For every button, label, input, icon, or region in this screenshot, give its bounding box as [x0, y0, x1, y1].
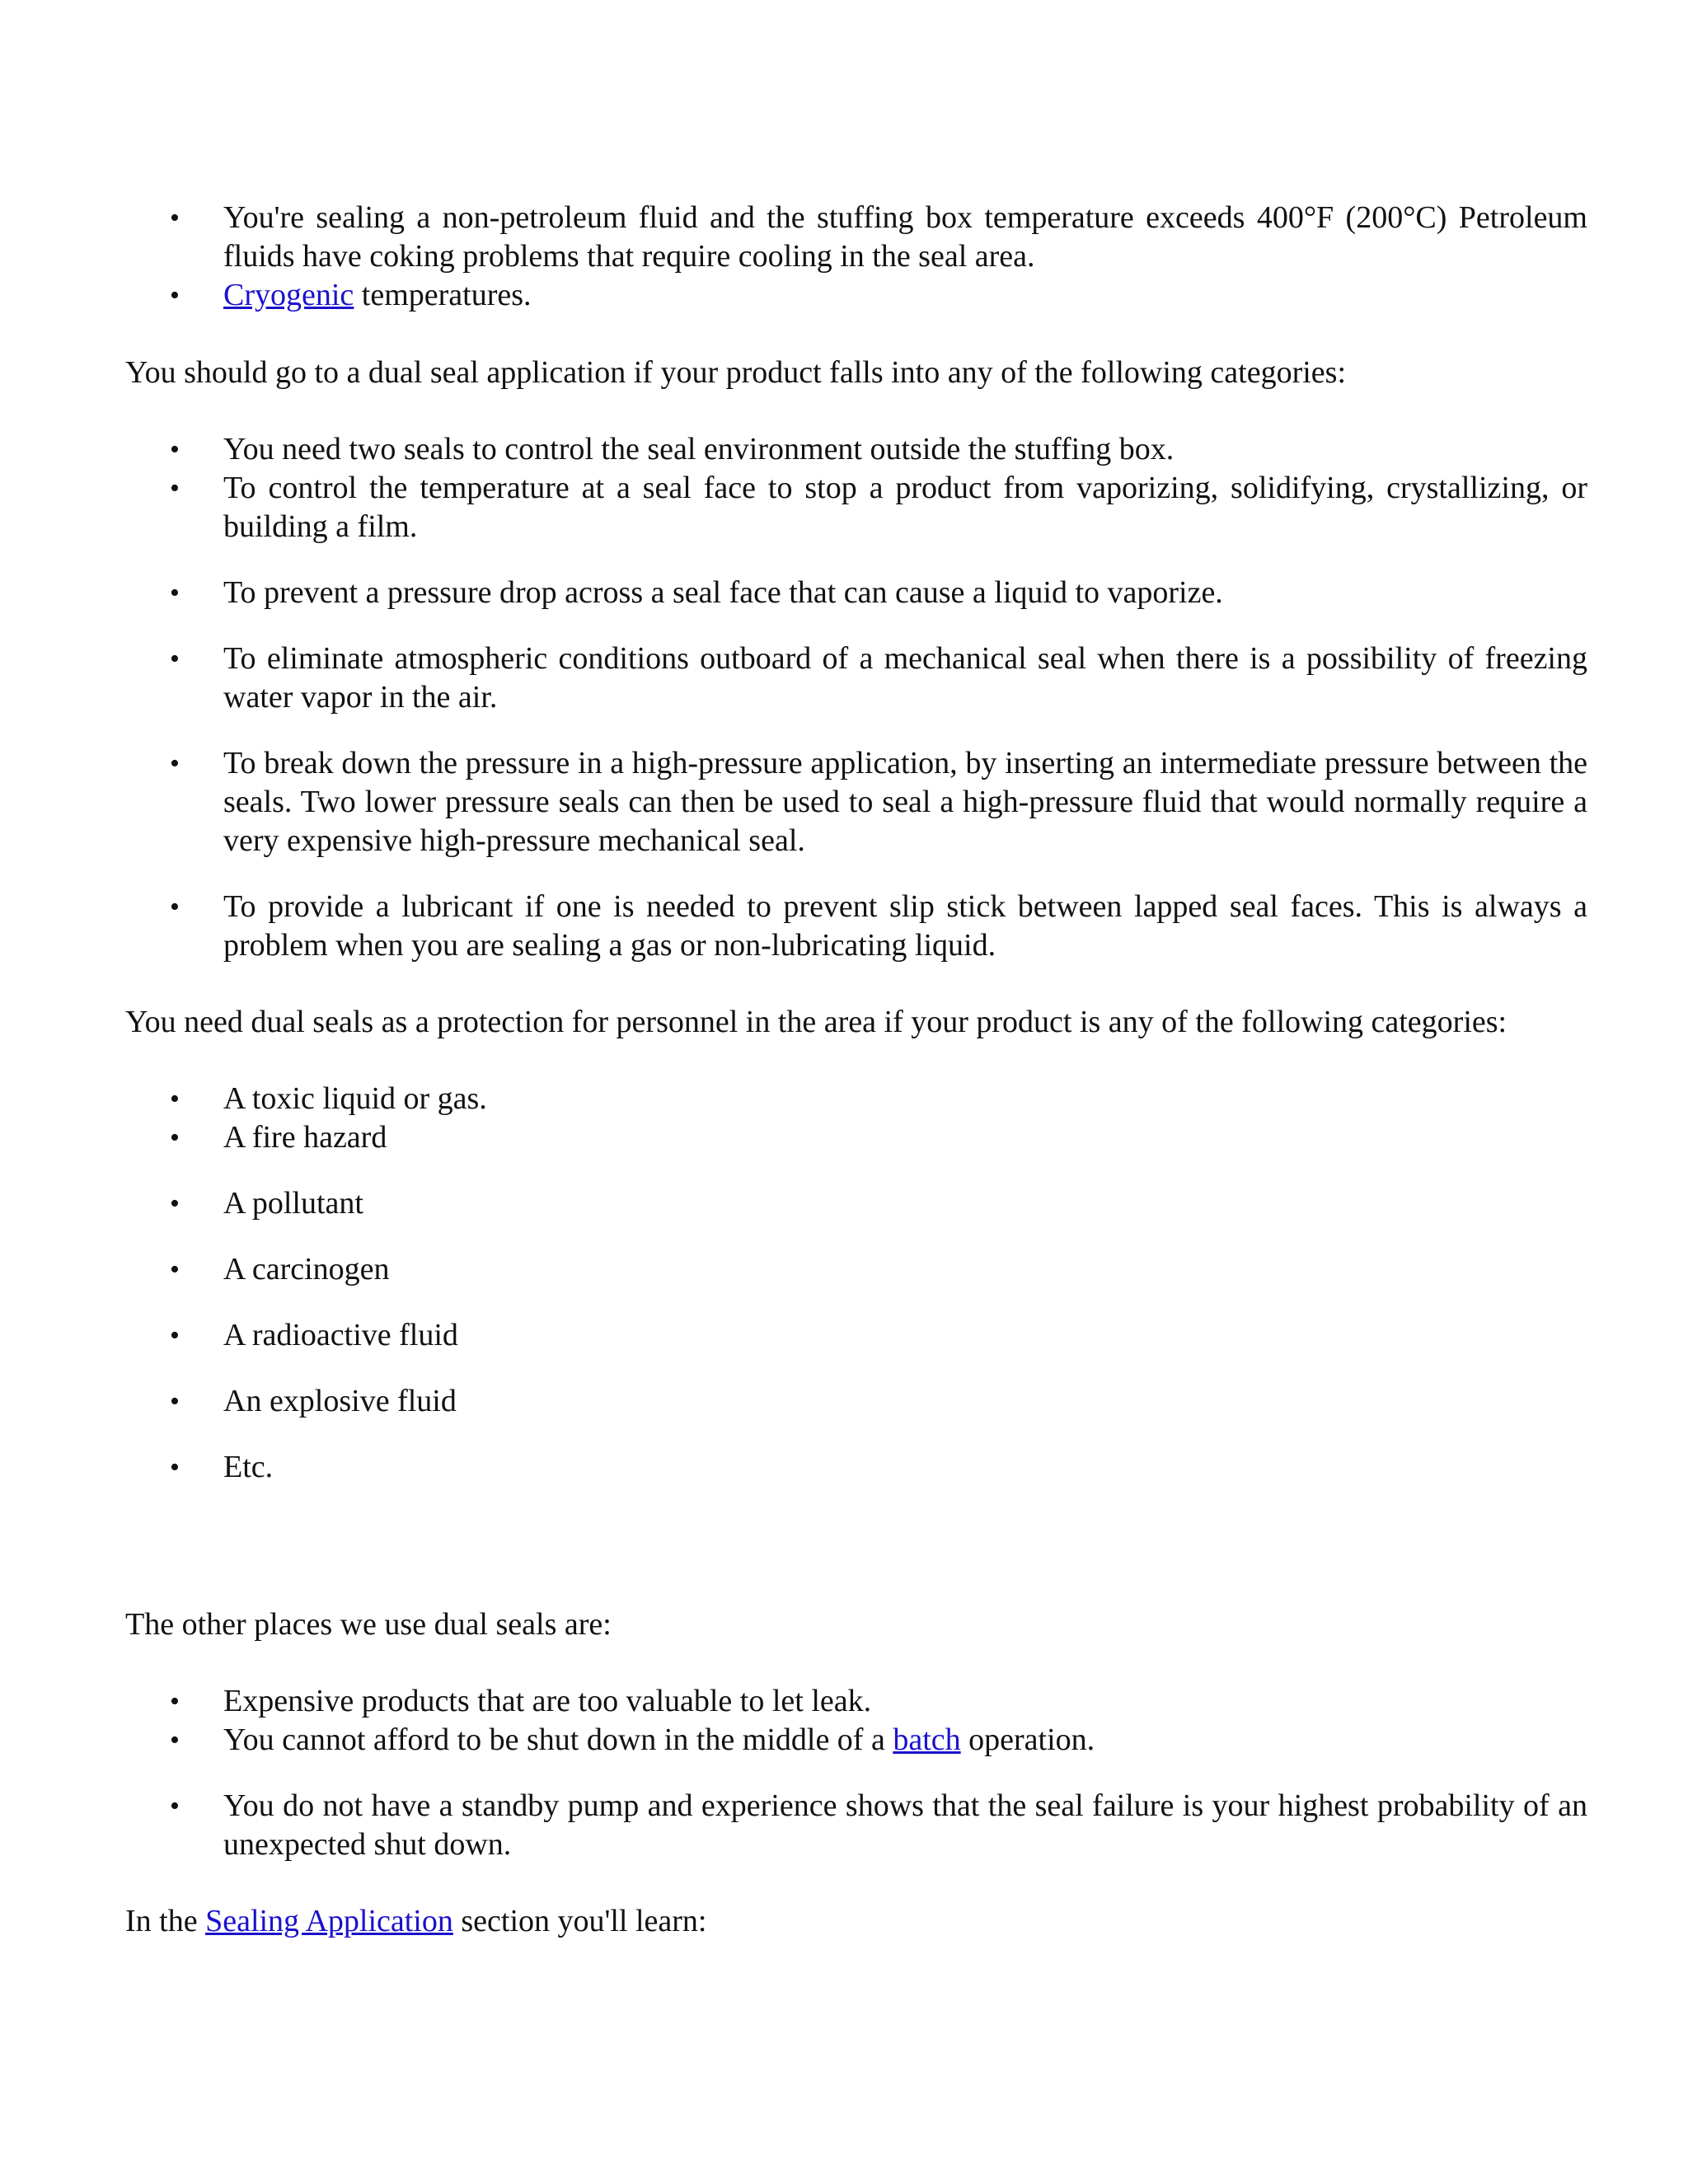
list-item	[125, 199, 1587, 276]
list-item	[125, 888, 1587, 965]
list-item-text: operation.	[960, 1722, 1095, 1757]
list-item-text: A radioactive fluid	[223, 1318, 458, 1352]
list-other-uses	[125, 1682, 1587, 1864]
list-item	[125, 1721, 1587, 1760]
bullet-icon: •	[170, 1188, 180, 1219]
bullet-icon: •	[170, 1725, 180, 1755]
cryogenic-link[interactable]: Cryogenic	[223, 278, 354, 312]
list-item	[125, 1382, 1587, 1421]
list-item-text: Expensive products that are too valuable to let leak.	[223, 1684, 872, 1718]
other-uses-paragraph: The other places we use dual seals are:	[125, 1607, 612, 1642]
bullet-icon: •	[170, 578, 180, 608]
list-item	[125, 1184, 1587, 1223]
list-high-temp-conditions	[125, 199, 1587, 315]
list-item-text: Etc.	[223, 1450, 274, 1484]
list-hazard-categories	[125, 1080, 1587, 1487]
list-item	[125, 1250, 1587, 1289]
bullet-icon: •	[170, 203, 180, 233]
paragraph-text: section you'll learn:	[452, 1904, 707, 1938]
list-item-text: To prevent a pressure drop across a seal face that can cause a liquid to vaporize.	[223, 575, 1223, 610]
list-item-text: A toxic liquid or gas.	[223, 1081, 487, 1116]
bullet-icon: •	[170, 1791, 180, 1821]
bullet-icon: •	[170, 892, 180, 922]
bullet-icon: •	[170, 473, 180, 504]
bullet-icon: •	[170, 1122, 180, 1153]
sealing-application-paragraph	[125, 1902, 1587, 1941]
list-item	[125, 469, 1587, 546]
list-item-text: You do not have a standby pump and experience shows that the seal failure is your highest probability of an unexpected shut down.	[223, 1788, 1587, 1862]
dual-seal-intro-paragraph: You should go to a dual seal application if your product falls into any of the following categories:	[125, 355, 1347, 390]
list-item-text: You're sealing a non-petroleum fluid and the stuffing box temperature exceeds 400°F (200°C) Petroleum fluids have coking problems that require cooling in the seal area.	[223, 200, 1587, 274]
list-item	[125, 1682, 1587, 1721]
list-item-text: To eliminate atmospheric conditions outboard of a mechanical seal when there is a possibility of freezing water vapor in the air.	[223, 641, 1587, 715]
list-item-text: You need two seals to control the seal environment outside the stuffing box.	[223, 432, 1175, 466]
batch-link[interactable]: batch	[893, 1722, 961, 1757]
list-dual-seal-categories	[125, 430, 1587, 965]
list-item	[125, 1448, 1587, 1487]
bullet-icon: •	[170, 1452, 180, 1483]
list-item-text: A pollutant	[223, 1186, 363, 1221]
bullet-icon: •	[170, 1686, 180, 1717]
list-item	[125, 1080, 1587, 1118]
sealing-application-link[interactable]: Sealing Application	[205, 1904, 453, 1938]
bullet-icon: •	[170, 748, 180, 779]
bullet-icon: •	[170, 1320, 180, 1351]
list-item	[125, 640, 1587, 717]
list-item-text: To provide a lubricant if one is needed to prevent slip stick between lapped seal faces. This is always a problem when you are sealing a gas or non-lubricating liquid.	[223, 889, 1587, 963]
list-item-text: temperatures.	[354, 278, 532, 312]
list-item	[125, 430, 1587, 469]
list-item-text: You cannot afford to be shut down in the middle of a	[223, 1722, 893, 1757]
list-item	[125, 574, 1587, 612]
personnel-protection-paragraph: You need dual seals as a protection for personnel in the area if your product is any of the following categories:	[125, 1005, 1507, 1039]
bullet-icon: •	[170, 644, 180, 674]
list-item-text: An explosive fluid	[223, 1384, 457, 1418]
bullet-icon: •	[170, 1254, 180, 1285]
list-item-text: A fire hazard	[223, 1120, 387, 1155]
bullet-icon: •	[170, 1386, 180, 1417]
list-item	[125, 744, 1587, 860]
list-item	[125, 276, 1587, 315]
list-item-text: To control the temperature at a seal face to stop a product from vaporizing, solidifying, crystallizing, or building a film.	[223, 471, 1587, 544]
bullet-icon: •	[170, 434, 180, 465]
bullet-icon: •	[170, 1084, 180, 1114]
list-item	[125, 1118, 1587, 1157]
list-item	[125, 1316, 1587, 1355]
list-item-text: A carcinogen	[223, 1252, 390, 1286]
paragraph-text: In the	[125, 1904, 206, 1938]
list-item	[125, 1787, 1587, 1864]
bullet-icon: •	[170, 280, 180, 311]
list-item-text: To break down the pressure in a high-pressure application, by inserting an intermediate pressure between the seals. Two lower pressure seals can then be used to seal a high-pressure fluid that would normally require a very expensive high-pressure mechanical seal.	[223, 746, 1587, 858]
